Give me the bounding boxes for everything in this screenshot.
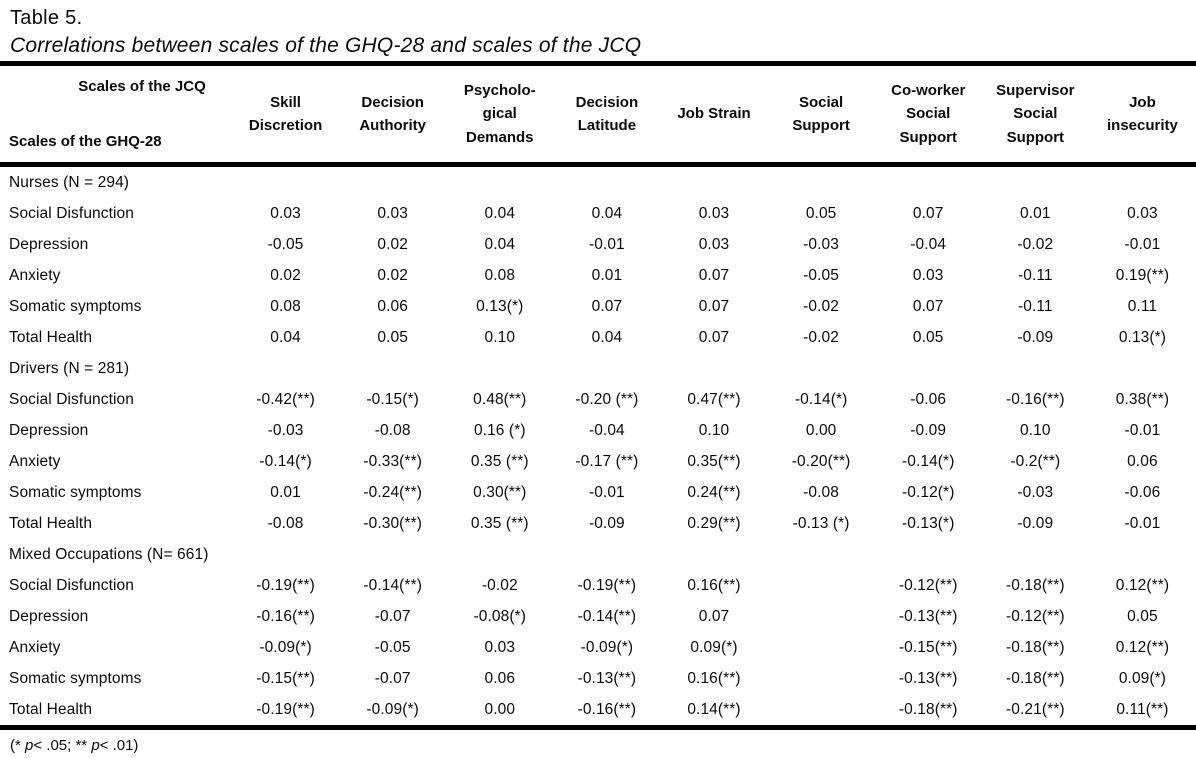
value-cell: 0.09(*) (690, 638, 738, 656)
table-row (0, 632, 1196, 663)
value-cell: 0.10 (1020, 421, 1051, 439)
value-cell: 0.02 (377, 235, 408, 253)
table-row (0, 508, 1196, 539)
value-cell: 0.01 (591, 266, 623, 284)
value-cell: -0.03 (803, 235, 840, 253)
row-label: Somatic symptoms (9, 483, 142, 501)
row-label: Social Disfunction (9, 576, 134, 594)
value-cell: 0.08 (484, 266, 516, 284)
table-row (0, 694, 1196, 728)
value-cell: 0.04 (591, 328, 623, 346)
value-cell: -0.19(**) (256, 576, 315, 594)
column-header: Decision Authority (359, 93, 426, 134)
value-cell: 0.11 (1127, 297, 1158, 315)
value-cell: 0.10 (484, 328, 516, 346)
value-cell: 0.12(**) (1115, 638, 1170, 656)
column-header: Psycholo- gical Demands (463, 82, 536, 146)
group-label: Drivers (N = 281) (9, 359, 130, 377)
value-cell: -0.07 (374, 607, 411, 625)
value-cell: -0.12(**) (1006, 607, 1065, 625)
value-cell: -0.01 (1124, 235, 1161, 253)
value-cell: -0.06 (910, 390, 947, 408)
value-cell: -0.11 (1017, 297, 1053, 315)
row-label: Total Health (9, 700, 93, 718)
column-header: Social Support (792, 93, 850, 134)
value-cell: -0.05 (267, 235, 304, 253)
value-cell: -0.11 (1017, 266, 1053, 284)
value-cell: -0.13(**) (577, 669, 637, 687)
value-cell: 0.03 (484, 638, 516, 656)
corner-label-jcq: Scales of the JCQ (78, 78, 206, 95)
value-cell: -0.42(**) (256, 390, 315, 408)
value-cell: 0.01 (270, 483, 301, 501)
value-cell: 0.16 (*) (473, 421, 526, 439)
value-cell: -0.18(**) (1006, 576, 1065, 594)
value-cell: -0.14(*) (259, 452, 312, 470)
table-row (0, 384, 1196, 415)
value-cell: -0.02 (803, 297, 840, 315)
value-cell: -0.21(**) (1006, 700, 1065, 718)
value-cell: 0.07 (912, 297, 944, 315)
table-row (0, 229, 1196, 260)
value-cell: 0.13(*) (476, 297, 524, 315)
table-title: Correlations between scales of the GHQ-28 and scales of the JCQ (10, 34, 642, 57)
value-cell: 0.05 (1127, 607, 1158, 625)
value-cell: -0.02 (481, 576, 518, 594)
value-cell: -0.15(*) (366, 390, 419, 408)
value-cell: 0.07 (698, 328, 730, 346)
value-cell: -0.09 (1017, 514, 1054, 532)
value-cell: 0.19(**) (1115, 266, 1170, 284)
value-cell: -0.01 (588, 235, 625, 253)
row-label: Social Disfunction (9, 390, 134, 408)
value-cell: 0.03 (270, 204, 301, 222)
value-cell: 0.02 (270, 266, 301, 284)
column-header: Decision Latitude (575, 93, 639, 134)
value-cell: 0.38(**) (1115, 390, 1170, 408)
header-row (0, 64, 1196, 165)
value-cell: -0.09(*) (580, 638, 634, 656)
value-cell: -0.15(**) (256, 669, 315, 687)
value-cell: 0.00 (805, 421, 837, 439)
value-cell: -0.13 (*) (792, 514, 850, 532)
value-cell: -0.18(**) (898, 700, 958, 718)
value-cell: -0.08 (374, 421, 411, 439)
value-cell: -0.06 (1124, 483, 1161, 501)
value-cell: -0.13(**) (898, 607, 958, 625)
value-cell: -0.03 (267, 421, 304, 439)
value-cell: -0.09 (1017, 328, 1054, 346)
row-label: Total Health (9, 514, 93, 532)
value-cell: 0.03 (377, 204, 408, 222)
value-cell: 0.07 (698, 607, 730, 625)
value-cell: -0.12(**) (898, 576, 958, 594)
value-cell: 0.11(**) (1116, 700, 1169, 718)
value-cell: -0.17 (**) (575, 452, 639, 470)
row-label: Somatic symptoms (9, 297, 142, 315)
value-cell: -0.20(**) (791, 452, 851, 470)
footnote-text: (* (10, 737, 25, 754)
group-label: Nurses (N = 294) (9, 173, 130, 191)
value-cell: -0.12(*) (901, 483, 955, 501)
table-row (0, 601, 1196, 632)
value-cell: -0.13(**) (898, 669, 958, 687)
value-cell: 0.04 (484, 235, 516, 253)
value-cell: 0.48(**) (473, 390, 527, 408)
value-cell: 0.03 (912, 266, 944, 284)
value-cell: 0.08 (270, 297, 301, 315)
value-cell: 0.01 (1020, 204, 1051, 222)
row-label: Total Health (9, 328, 93, 346)
value-cell: -0.02 (803, 328, 840, 346)
row-label: Depression (9, 607, 89, 625)
corner-label-ghq: Scales of the GHQ-28 (9, 132, 162, 150)
value-cell: 0.07 (591, 297, 623, 315)
value-cell: 0.09(*) (1118, 669, 1167, 687)
value-cell: -0.02 (1017, 235, 1054, 253)
value-cell: -0.09(*) (259, 638, 312, 656)
value-cell: -0.05 (803, 266, 840, 284)
table-row (0, 663, 1196, 694)
value-cell: 0.12(**) (1115, 576, 1170, 594)
value-cell: -0.09 (910, 421, 947, 439)
table-row (0, 415, 1196, 446)
value-cell: -0.14(*) (901, 452, 955, 470)
value-cell: 0.03 (698, 235, 730, 253)
value-cell: -0.14(**) (363, 576, 422, 594)
footnote-text: < .05; ** (33, 737, 92, 754)
value-cell: -0.19(**) (256, 700, 315, 718)
value-cell: 0.03 (698, 204, 730, 222)
value-cell: 0.16(**) (687, 576, 741, 594)
value-cell: -0.07 (374, 669, 411, 687)
significance-footnote (0, 730, 1196, 754)
value-cell: 0.05 (805, 204, 837, 222)
value-cell: -0.2(**) (1010, 452, 1061, 470)
value-cell: 0.04 (270, 328, 301, 346)
value-cell: -0.08 (267, 514, 304, 532)
value-cell (768, 570, 875, 601)
value-cell: 0.35(**) (687, 452, 741, 470)
corner-header-cell (0, 64, 232, 165)
value-cell: -0.18(**) (1006, 638, 1065, 656)
table-number: Table 5. (10, 7, 83, 29)
value-cell: 0.00 (484, 700, 516, 718)
value-cell: 0.03 (1127, 204, 1158, 222)
value-cell: 0.35 (**) (470, 452, 529, 470)
value-cell: -0.19(**) (577, 576, 637, 594)
column-header: Supervisor Social Support (996, 82, 1075, 146)
row-label: Depression (9, 235, 89, 253)
value-cell: -0.18(**) (1006, 669, 1065, 687)
row-label: Social Disfunction (9, 204, 134, 222)
value-cell: -0.14(*) (794, 390, 848, 408)
value-cell: 0.16(**) (687, 669, 741, 687)
value-cell: -0.09 (588, 514, 625, 532)
value-cell: -0.05 (374, 638, 411, 656)
table-row (0, 291, 1196, 322)
value-cell: -0.01 (588, 483, 625, 501)
value-cell: 0.47(**) (687, 390, 741, 408)
value-cell: -0.24(**) (363, 483, 422, 501)
value-cell: 0.07 (912, 204, 944, 222)
value-cell: -0.08(*) (473, 607, 527, 625)
group-label: Mixed Occupations (N= 661) (9, 545, 209, 563)
group-header-row (0, 353, 1196, 384)
value-cell: 0.04 (591, 204, 623, 222)
footnote-text: < .01) (99, 737, 139, 754)
value-cell: -0.03 (1017, 483, 1054, 501)
value-cell: -0.16(**) (256, 607, 315, 625)
value-cell: 0.24(**) (687, 483, 741, 501)
value-cell: -0.09(*) (366, 700, 419, 718)
table-row (0, 446, 1196, 477)
value-cell (768, 601, 875, 632)
value-cell: -0.33(**) (363, 452, 422, 470)
value-cell: 0.07 (698, 266, 730, 284)
value-cell: 0.06 (484, 669, 516, 687)
value-cell: 0.04 (484, 204, 516, 222)
value-cell (768, 632, 875, 663)
value-cell: 0.06 (1127, 452, 1158, 470)
value-cell: 0.10 (698, 421, 730, 439)
row-label: Somatic symptoms (9, 669, 142, 687)
value-cell: 0.05 (912, 328, 944, 346)
group-header-row (0, 165, 1196, 199)
value-cell: -0.08 (803, 483, 840, 501)
value-cell: 0.14(**) (687, 700, 741, 718)
row-label: Depression (9, 421, 89, 439)
p-symbol: p (91, 737, 100, 754)
column-header: Co-worker Social Support (891, 82, 966, 146)
table-row (0, 477, 1196, 508)
group-header-row (0, 539, 1196, 570)
value-cell: -0.15(**) (898, 638, 958, 656)
row-label: Anxiety (9, 452, 61, 470)
value-cell: -0.20 (**) (575, 390, 639, 408)
column-header: Job Strain (677, 105, 751, 123)
column-header: Job insecurity (1107, 93, 1178, 134)
table-row (0, 322, 1196, 353)
row-label: Anxiety (9, 638, 61, 656)
value-cell (768, 694, 875, 728)
value-cell: 0.07 (698, 297, 730, 315)
value-cell: -0.30(**) (363, 514, 422, 532)
correlation-table (0, 61, 1196, 730)
value-cell: -0.01 (1124, 421, 1161, 439)
value-cell: 0.30(**) (473, 483, 527, 501)
value-cell: 0.13(*) (1118, 328, 1167, 346)
p-symbol: p (25, 737, 34, 754)
table-row (0, 198, 1196, 229)
table-row (0, 570, 1196, 601)
value-cell: -0.14(**) (577, 607, 637, 625)
value-cell: 0.02 (377, 266, 408, 284)
table-row (0, 260, 1196, 291)
value-cell: 0.06 (377, 297, 408, 315)
value-cell: -0.16(**) (577, 700, 637, 718)
value-cell: -0.16(**) (1006, 390, 1065, 408)
value-cell: -0.13(*) (901, 514, 955, 532)
value-cell (768, 663, 875, 694)
value-cell: -0.04 (910, 235, 947, 253)
value-cell: -0.01 (1124, 514, 1161, 532)
column-header: Skill Discretion (248, 93, 323, 134)
value-cell: 0.35 (**) (470, 514, 529, 532)
row-label: Anxiety (9, 266, 61, 284)
value-cell: -0.04 (588, 421, 625, 439)
value-cell: 0.29(**) (687, 514, 741, 532)
value-cell: 0.05 (377, 328, 408, 346)
